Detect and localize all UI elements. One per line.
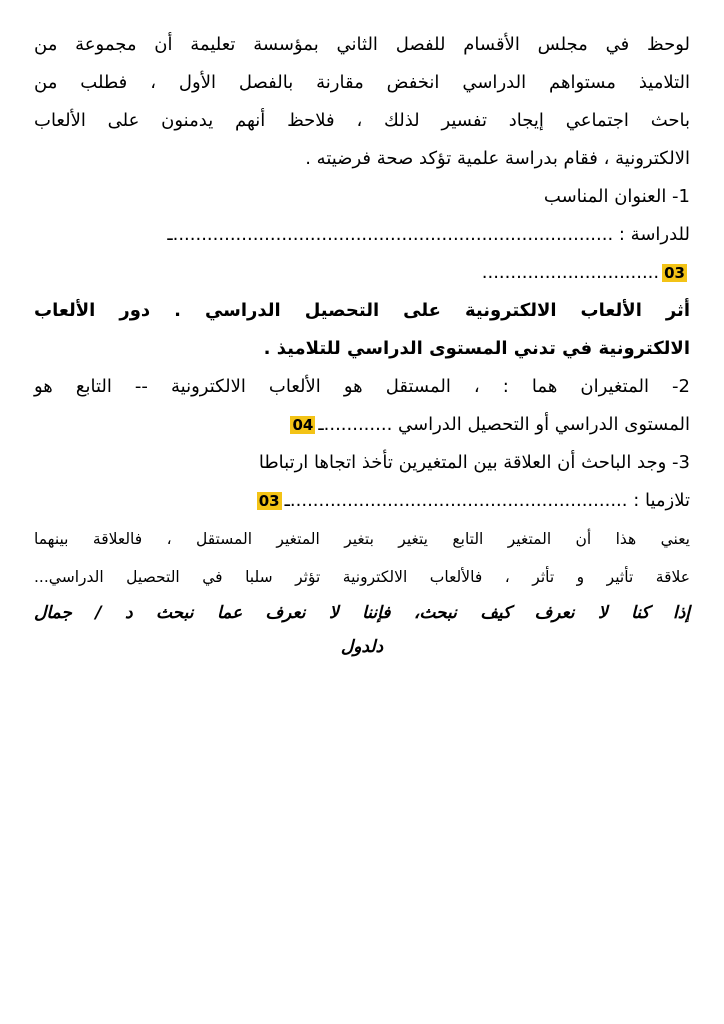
- question-1-heading: 1- العنوان المناسب: [543, 186, 690, 207]
- intro-line-3: باحث اجتماعي إيجاد تفسير لذلك ، فلاحظ أنهم يدمنون على الألعاب: [34, 110, 690, 131]
- intro-line-4: الالكترونية ، فقام بدراسة علمية تؤكد صحة فرضيته .: [305, 148, 690, 169]
- question-1-dots-line: [34, 254, 690, 292]
- question-3-score-badge: 03: [258, 492, 280, 510]
- question-2-score-badge: 04: [292, 416, 314, 434]
- question-1-answer-line-2: الالكترونية في تدني المستوى الدراسي للتلاميذ .: [263, 338, 690, 359]
- question-3-explanation-line-1: يعني هذا أن المتغير التابع يتغير بتغير المتغير المستقل ، فالعلاقة بينهما: [34, 530, 690, 548]
- question-2-line-2: المستوى الدراسي أو التحصيل الدراسي ............ـ: [318, 414, 690, 435]
- question-1-score-badge: 03: [664, 264, 685, 282]
- intro-line-1: لوحظ في مجلس الأقسام للفصل الثاني بمؤسسة تعليمة أن مجموعة من: [34, 34, 690, 55]
- question-2-line-1: 2- المتغيران هما : ، المستقل هو الألعاب الالكترونية -- التابع هو: [34, 376, 690, 397]
- question-1-line: للدراسة : .............................................................................ـ: [167, 224, 690, 245]
- question-2-line-2-row: [34, 406, 690, 444]
- question-3-explanation-line-2: علاقة تأثير و تأثر ، فالألعاب الالكترونية تؤثر سلبا في التحصيل الدراسي...: [34, 568, 690, 586]
- question-1-dots: ...............................: [481, 262, 660, 283]
- closing-quote-author: دلدول: [340, 637, 384, 657]
- question-3-line-1: 3- وجد الباحث أن العلاقة بين المتغيرين تأخذ اتجاها ارتباطا: [258, 452, 690, 473]
- intro-line-2: التلاميذ مستواهم الدراسي انخفض مقارنة بالفصل الأول ، فطلب من: [34, 72, 690, 93]
- question-3-line-2: تلازميا : ...........................................................ـ: [284, 490, 690, 511]
- question-3-line-2-row: [34, 482, 690, 520]
- closing-quote-line-1: إذا كنا لا نعرف كيف نبحث، فإننا لا نعرف عما نبحث د / جمال: [34, 603, 690, 623]
- question-1-answer-line-1: أثر الألعاب الالكترونية على التحصيل الدراسي . دور الألعاب: [34, 300, 690, 321]
- document-page: [34, 26, 690, 664]
